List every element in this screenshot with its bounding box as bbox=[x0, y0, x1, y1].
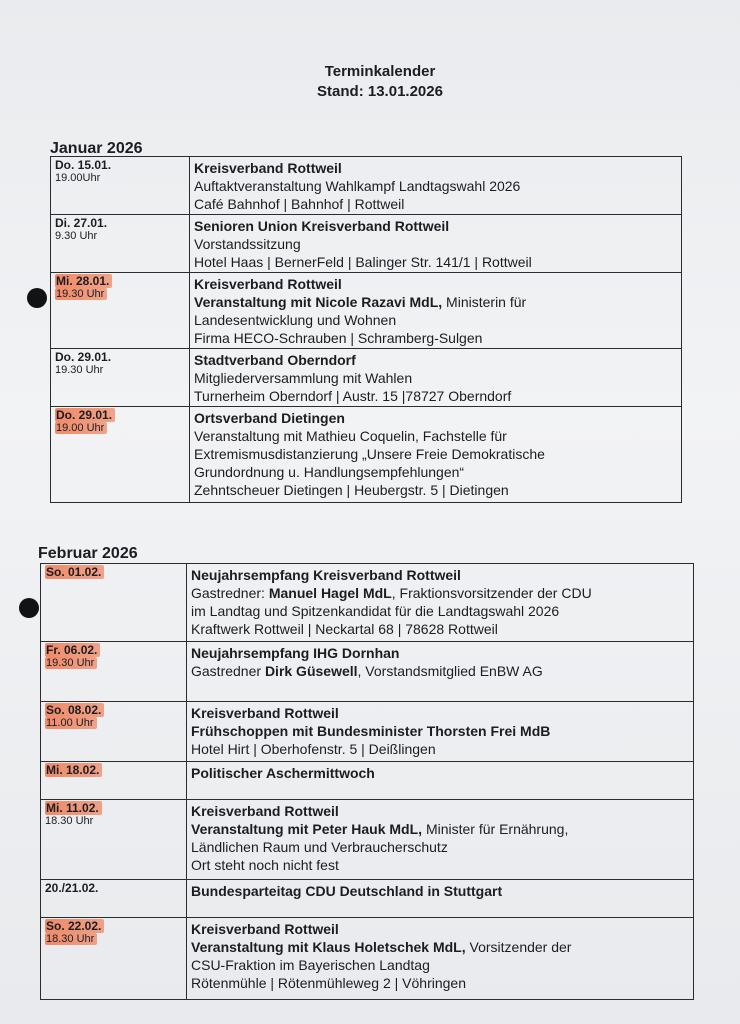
date-cell bbox=[41, 762, 187, 800]
event-location: Firma HECO-Schrauben | Schramberg-Sulgen bbox=[194, 330, 483, 346]
speaker-role-cont: Landesentwicklung und Wohnen bbox=[194, 312, 397, 328]
event-organizer: Kreisverband Rottweil bbox=[194, 276, 342, 292]
event-time: 9.30 Uhr bbox=[55, 230, 98, 242]
date-cell bbox=[41, 800, 187, 880]
event-organizer: Senioren Union Kreisverband Rottweil bbox=[194, 218, 450, 234]
event-location: Ort steht noch nicht fest bbox=[191, 857, 339, 873]
table-row bbox=[51, 407, 682, 503]
date-cell bbox=[41, 702, 187, 762]
description-cell bbox=[187, 918, 694, 1000]
title-text: Terminkalender bbox=[324, 63, 436, 80]
description-cell bbox=[187, 564, 694, 642]
table-row bbox=[41, 880, 694, 918]
description-cell bbox=[187, 762, 694, 800]
event-date: 20./21.02. bbox=[45, 881, 99, 895]
table-row bbox=[41, 702, 694, 762]
table-row bbox=[51, 215, 682, 273]
table-row bbox=[41, 918, 694, 1000]
event-title: Auftaktveranstaltung Wahlkampf Landtagswahl 2026 bbox=[194, 178, 521, 194]
event-organizer: Kreisverband Rottweil bbox=[191, 705, 339, 721]
event-title: Frühschoppen mit Bundesminister Thorsten Frei MdB bbox=[191, 723, 551, 739]
event-title: Vorstandssitzung bbox=[194, 236, 301, 252]
speaker-role: , Vorstandsmitglied EnBW AG bbox=[357, 663, 543, 679]
event-organizer: Kreisverband Rottweil bbox=[191, 921, 339, 937]
speaker-role: Ministerin für bbox=[442, 294, 527, 310]
speaker-role: Vorsitzender der bbox=[465, 939, 572, 955]
event-location: Hotel Haas | BernerFeld | Balinger Str. 141/1 | Rottweil bbox=[194, 254, 532, 270]
event-title: Politischer Aschermittwoch bbox=[191, 765, 375, 781]
event-date: Do. 29.01. bbox=[55, 350, 112, 364]
event-date: Fr. 06.02. bbox=[45, 643, 100, 657]
event-speaker: Dirk Güsewell bbox=[264, 663, 358, 679]
event-title: Mitgliederversammlung mit Wahlen bbox=[194, 370, 413, 386]
event-date: Di. 27.01. bbox=[55, 216, 108, 230]
event-date: Do. 29.01. bbox=[55, 408, 115, 422]
speaker-role-cont: CSU-Fraktion im Bayerischen Landtag bbox=[191, 957, 430, 973]
event-time: 19.30 Uhr bbox=[55, 288, 107, 300]
punch-hole-bottom bbox=[19, 598, 39, 618]
event-speaker: Manuel Hagel MdL bbox=[268, 585, 392, 601]
event-time: 19.00 Uhr bbox=[55, 422, 107, 434]
event-location: Turnerheim Oberndorf | Austr. 15 |78727 Oberndorf bbox=[194, 388, 512, 404]
date-cell bbox=[41, 642, 187, 702]
event-speaker: Veranstaltung mit Nicole Razavi MdL, bbox=[194, 294, 443, 310]
event-organizer: Kreisverband Rottweil bbox=[191, 803, 339, 819]
punch-hole-top bbox=[27, 288, 47, 308]
event-location: Café Bahnhof | Bahnhof | Rottweil bbox=[194, 196, 405, 212]
event-time: 18.30 Uhr bbox=[45, 815, 94, 827]
event-organizer: Kreisverband Rottweil bbox=[194, 160, 342, 176]
event-time: 19.30 Uhr bbox=[55, 364, 104, 376]
table-row bbox=[51, 349, 682, 407]
event-title-cont: Extremismusdistanzierung „Unsere Freie Demokratische bbox=[194, 446, 545, 462]
description-cell bbox=[190, 215, 682, 273]
date-cell bbox=[51, 349, 190, 407]
event-date: Mi. 28.01. bbox=[55, 274, 112, 288]
description-cell bbox=[190, 407, 682, 503]
januar-table bbox=[50, 156, 682, 503]
event-time: 11.00 Uhr bbox=[45, 717, 97, 729]
table-row bbox=[41, 642, 694, 702]
document-title bbox=[0, 62, 740, 102]
februar-table bbox=[40, 563, 694, 1000]
description-cell bbox=[187, 800, 694, 880]
description-cell bbox=[187, 880, 694, 918]
speaker-role-cont: Ländlichen Raum und Verbraucherschutz bbox=[191, 839, 448, 855]
event-date: Mi. 18.02. bbox=[45, 763, 102, 777]
description-cell bbox=[187, 642, 694, 702]
description-cell bbox=[190, 157, 682, 215]
event-speaker: Veranstaltung mit Klaus Holetschek MdL, bbox=[191, 939, 466, 955]
event-title: Bundesparteitag CDU Deutschland in Stuttgart bbox=[191, 883, 503, 899]
event-title: Neujahrsempfang IHG Dornhan bbox=[191, 645, 400, 661]
date-cell bbox=[41, 918, 187, 1000]
event-title: Veranstaltung mit Mathieu Coquelin, Fachstelle für bbox=[194, 428, 507, 444]
date-cell bbox=[51, 407, 190, 503]
event-location: Kraftwerk Rottweil | Neckartal 68 | 78628 Rottweil bbox=[191, 621, 498, 637]
table-row bbox=[51, 157, 682, 215]
speaker-role: Minister für Ernährung, bbox=[422, 821, 569, 837]
description-cell bbox=[187, 702, 694, 762]
event-date: Mi. 11.02. bbox=[45, 801, 102, 815]
event-time: 18.30 Uhr bbox=[45, 933, 97, 945]
event-speaker: Veranstaltung mit Peter Hauk MdL, bbox=[191, 821, 423, 837]
speaker-role: , Fraktionsvorsitzender der CDU bbox=[391, 585, 592, 601]
month-heading-februar: Februar 2026 bbox=[38, 545, 138, 562]
event-organizer: Ortsverband Dietingen bbox=[194, 410, 345, 426]
speaker-role-cont: im Landtag und Spitzenkandidat für die Landtagswahl 2026 bbox=[191, 603, 560, 619]
speaker-prefix: Gastredner: bbox=[191, 585, 269, 601]
description-cell bbox=[190, 349, 682, 407]
event-location: Zehntscheuer Dietingen | Heubergstr. 5 | Dietingen bbox=[194, 482, 509, 498]
table-row bbox=[41, 762, 694, 800]
event-title-cont: Grundordnung u. Handlungsempfehlungen“ bbox=[194, 464, 465, 480]
event-date: So. 22.02. bbox=[45, 919, 104, 933]
event-location: Rötenmühle | Rötenmühleweg 2 | Vöhringen bbox=[191, 975, 466, 991]
date-cell bbox=[51, 273, 190, 349]
speaker-prefix: Gastredner bbox=[191, 663, 265, 679]
event-date: Do. 15.01. bbox=[55, 158, 112, 172]
event-title: Neujahrsempfang Kreisverband Rottweil bbox=[191, 567, 461, 583]
date-cell bbox=[41, 880, 187, 918]
event-location: Hotel Hirt | Oberhofenstr. 5 | Deißlingen bbox=[191, 741, 436, 757]
event-time: 19.00Uhr bbox=[55, 172, 101, 184]
month-heading-januar: Januar 2026 bbox=[50, 140, 143, 157]
event-date: So. 01.02. bbox=[45, 565, 104, 579]
date-cell bbox=[51, 157, 190, 215]
event-organizer: Stadtverband Oberndorf bbox=[194, 352, 356, 368]
table-row bbox=[51, 273, 682, 349]
description-cell bbox=[190, 273, 682, 349]
date-cell bbox=[41, 564, 187, 642]
date-cell bbox=[51, 215, 190, 273]
table-row bbox=[41, 564, 694, 642]
table-row bbox=[41, 800, 694, 880]
event-date: So. 08.02. bbox=[45, 703, 104, 717]
stand-date: Stand: 13.01.2026 bbox=[317, 83, 443, 100]
event-time: 19.30 Uhr bbox=[45, 657, 97, 669]
